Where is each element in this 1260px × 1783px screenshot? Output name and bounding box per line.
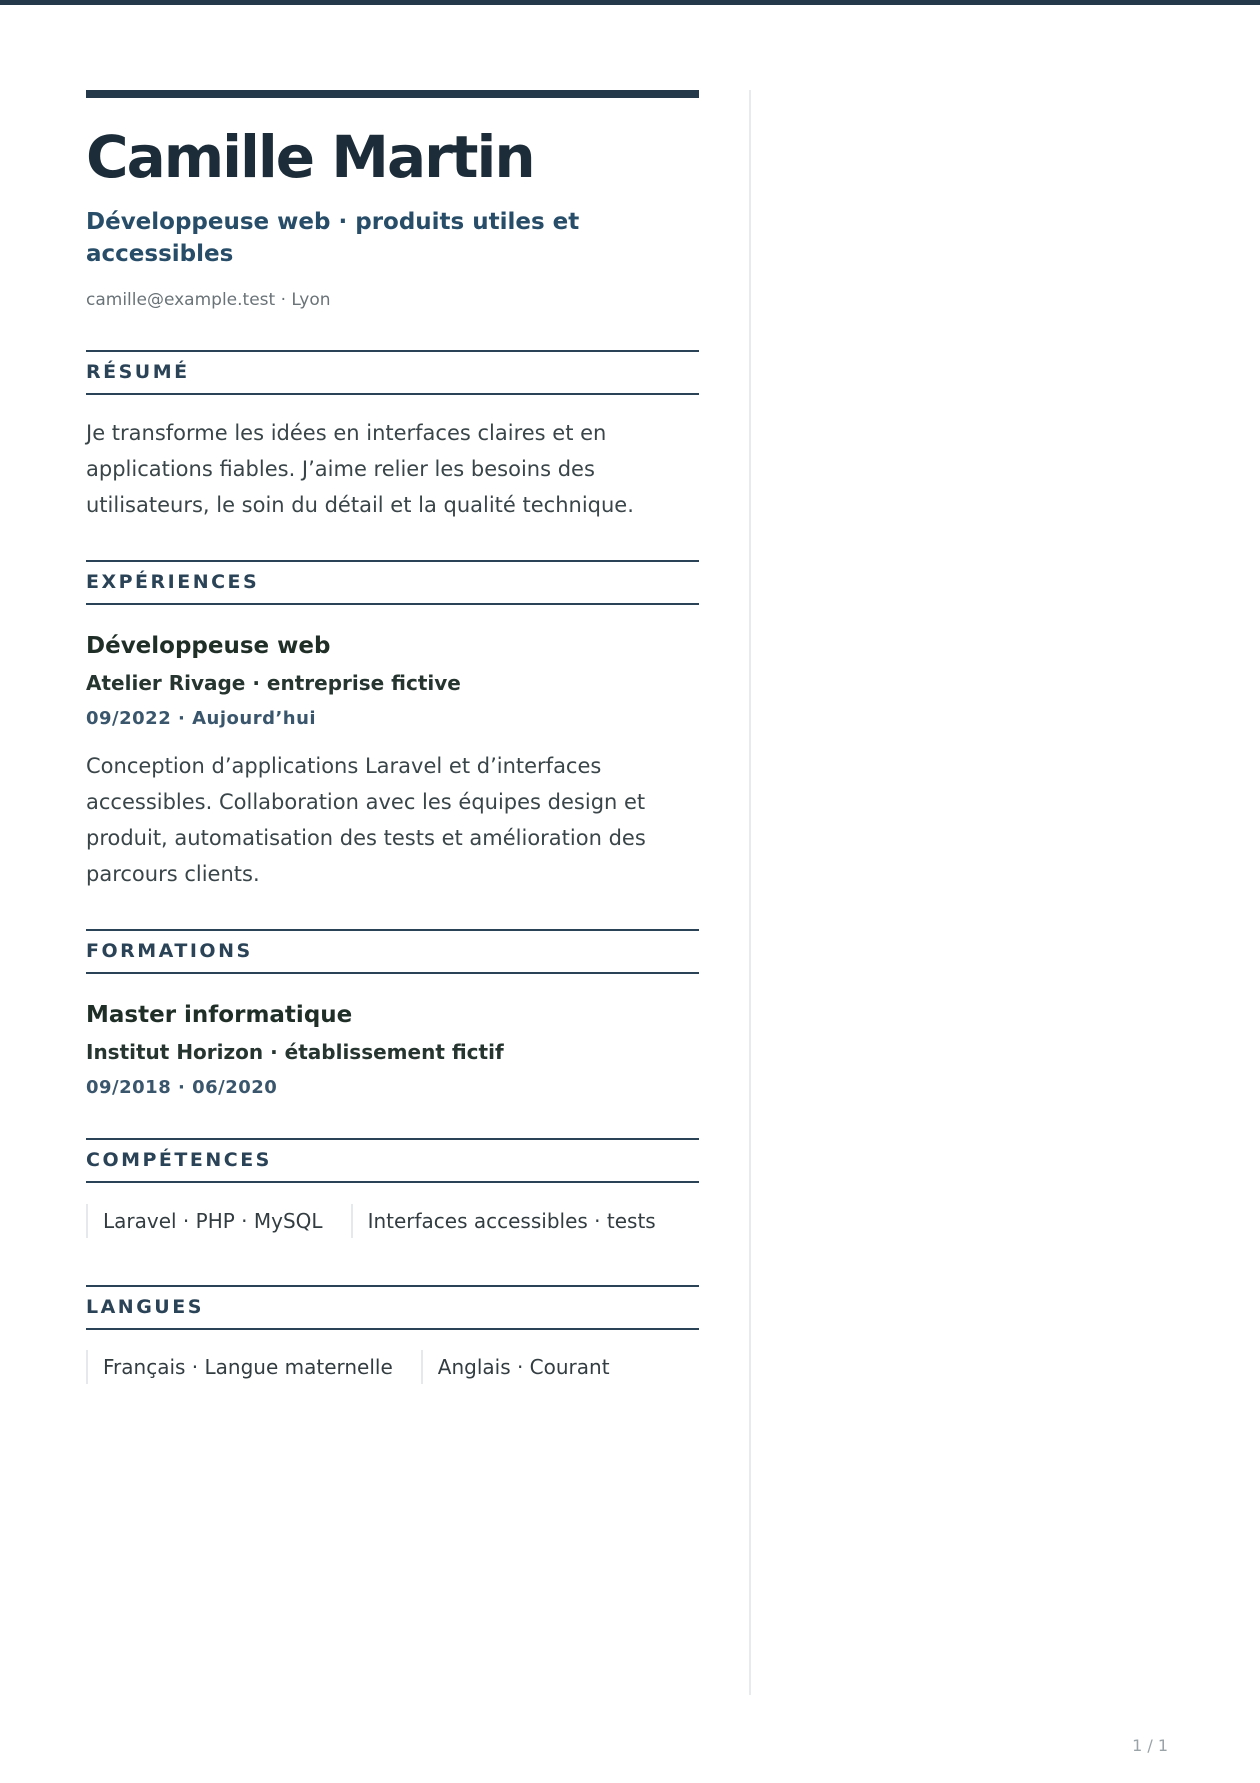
experience-item [86, 630, 699, 892]
section-formations [86, 929, 699, 1101]
formation-dates: 09/2018 · 06/2020 [86, 1077, 278, 1098]
competence-tags [86, 1204, 699, 1238]
experience-description: Conception d’applications Laravel et d’interfaces accessibles. Collaboration avec les équipes design et produit, automatisation des tests et amélioration des parcours clients. [86, 754, 646, 886]
candidate-name: Camille Martin [86, 123, 534, 191]
formation-degree: Master informatique [86, 1002, 353, 1028]
page-number: 1 / 1 [1132, 1736, 1168, 1755]
competence-tag: Laravel · PHP · MySQL [86, 1204, 351, 1238]
resume-summary-text: Je transforme les idées en interfaces claires et en applications fiables. J’aime relier les besoins des utilisateurs, le soin du détail et la qualité technique. [86, 421, 634, 517]
section-title-langues: LANGUES [86, 1285, 699, 1330]
top-accent-rule [0, 0, 1260, 5]
experience-organization: Atelier Rivage · entreprise fictive [86, 671, 461, 695]
language-tags [86, 1350, 699, 1384]
experience-role: Développeuse web [86, 633, 331, 659]
formation-item [86, 999, 699, 1101]
resume-main-column [86, 90, 699, 1384]
section-title-experiences: EXPÉRIENCES [86, 560, 699, 605]
section-title-formations: FORMATIONS [86, 929, 699, 974]
name-accent-bar [86, 90, 699, 98]
language-tag: Anglais · Courant [421, 1350, 638, 1384]
language-tag: Français · Langue maternelle [86, 1350, 421, 1384]
formation-organization: Institut Horizon · établissement fictif [86, 1040, 504, 1064]
section-resume [86, 350, 699, 523]
section-langues [86, 1285, 699, 1384]
contact-line: camille@example.test · Lyon [86, 290, 331, 310]
section-competences [86, 1138, 699, 1238]
candidate-headline: Développeuse web · produits utiles et accessibles [86, 209, 580, 267]
experience-dates: 09/2022 · Aujourd’hui [86, 708, 317, 729]
section-title-resume: RÉSUMÉ [86, 350, 699, 395]
section-experiences [86, 560, 699, 892]
column-divider [749, 90, 751, 1695]
competence-tag: Interfaces accessibles · tests [351, 1204, 684, 1238]
section-title-competences: COMPÉTENCES [86, 1138, 699, 1183]
